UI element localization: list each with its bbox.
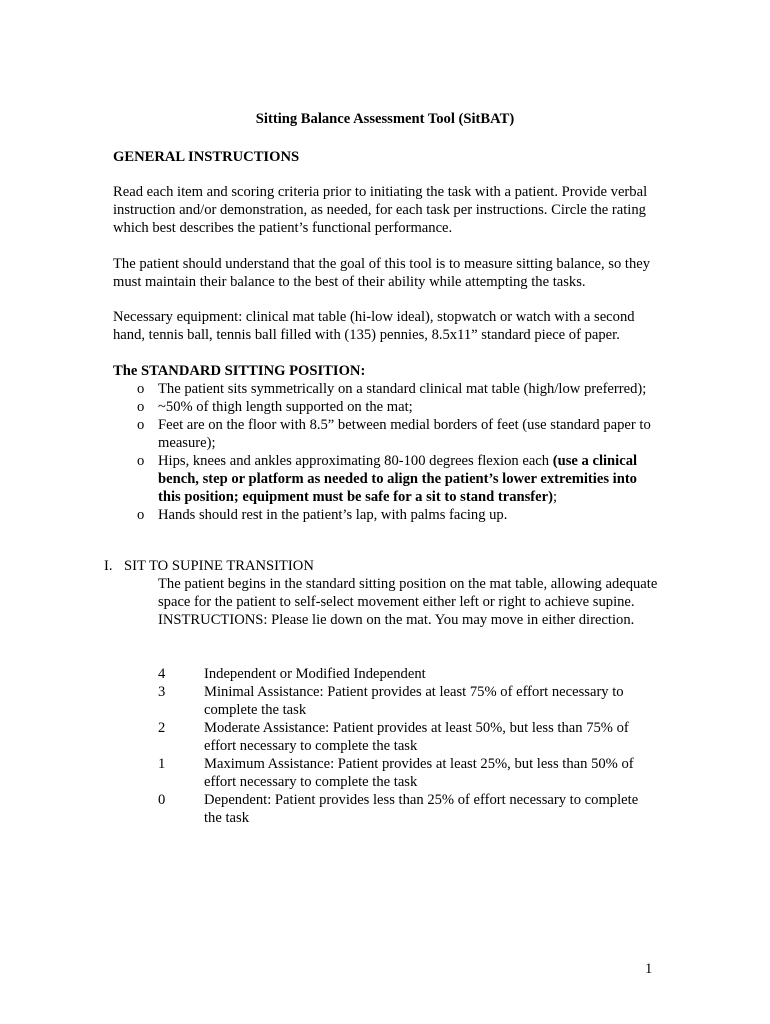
bullet-marker: o (137, 417, 145, 433)
general-instructions-heading: GENERAL INSTRUCTIONS (113, 149, 300, 165)
score-row (158, 719, 658, 755)
section-instructions: INSTRUCTIONS: Please lie down on the mat. You may move in either direction. (158, 612, 635, 628)
score-value: 3 (158, 684, 166, 700)
list-item (113, 380, 663, 398)
bullet-end: ; (552, 489, 558, 505)
bullet-marker: o (137, 453, 145, 469)
score-row (158, 755, 658, 791)
list-item (113, 506, 663, 524)
section-body (158, 575, 658, 629)
bullet-text: The patient sits symmetrically on a standard clinical mat table (high/low preferred); (158, 381, 647, 397)
score-value: 2 (158, 720, 166, 736)
bullet-text: Feet are on the floor with 8.5” between medial borders of feet (use standard paper to measure); (158, 417, 651, 451)
section-title: SIT TO SUPINE TRANSITION (124, 558, 314, 574)
bullet-marker: o (137, 507, 145, 523)
section-number: I. (104, 558, 113, 574)
score-row (158, 665, 658, 683)
bullet-marker: o (137, 381, 145, 397)
score-text: Minimal Assistance: Patient provides at least 75% of effort necessary to complete the task (204, 684, 624, 718)
list-item (113, 416, 663, 452)
standard-position-heading: The STANDARD SITTING POSITION: (113, 363, 366, 379)
document-title: Sitting Balance Assessment Tool (SitBAT) (255, 111, 515, 127)
score-value: 4 (158, 666, 166, 682)
score-row (158, 791, 658, 827)
bullet-text: ~50% of thigh length supported on the mat; (158, 399, 413, 415)
equipment-paragraph: Necessary equipment: clinical mat table (hi-low ideal), stopwatch or watch with a second hand, tennis ball, tennis ball filled with (135) pennies, 8.5x11” standard piece of paper. (113, 309, 635, 343)
score-text: Dependent: Patient provides less than 25% of effort necessary to complete the task (204, 792, 639, 826)
standard-position-list (113, 380, 663, 524)
bullet-bold-text: (use a clinical bench, step or platform as needed to align the patient’s lower extremities into this position; equipment must be safe for a sit to stand transfer) (158, 453, 638, 505)
section-description: The patient begins in the standard sitting position on the mat table, allowing adequate space for the patient to self-select movement either left or right to achieve supine. (158, 576, 658, 610)
list-item (113, 398, 663, 416)
bullet-text: Hips, knees and ankles approximating 80-100 degrees flexion each (158, 453, 550, 469)
score-list (158, 665, 658, 827)
instruction-paragraph-2: The patient should understand that the goal of this tool is to measure sitting balance, so they must maintain their balance to the best of their ability while attempting the tasks. (113, 256, 651, 290)
score-value: 1 (158, 756, 166, 772)
score-value: 0 (158, 792, 166, 808)
score-text: Moderate Assistance: Patient provides at least 50%, but less than 75% of effort necessary to complete the task (204, 720, 629, 754)
score-text: Maximum Assistance: Patient provides at least 25%, but less than 50% of effort necessary to complete the task (204, 756, 634, 790)
score-text: Independent or Modified Independent (204, 666, 426, 682)
list-item (113, 452, 663, 506)
section-heading (104, 557, 314, 575)
bullet-text: Hands should rest in the patient’s lap, with palms facing up. (158, 507, 508, 523)
score-row (158, 683, 658, 719)
instruction-paragraph-1: Read each item and scoring criteria prior to initiating the task with a patient. Provide verbal instruction and/or demonstration, as needed, for each task per instructions. Circle the rating which best describes the patient’s functional performance. (113, 184, 648, 236)
bullet-marker: o (137, 399, 145, 415)
page-number: 1 (645, 961, 653, 977)
